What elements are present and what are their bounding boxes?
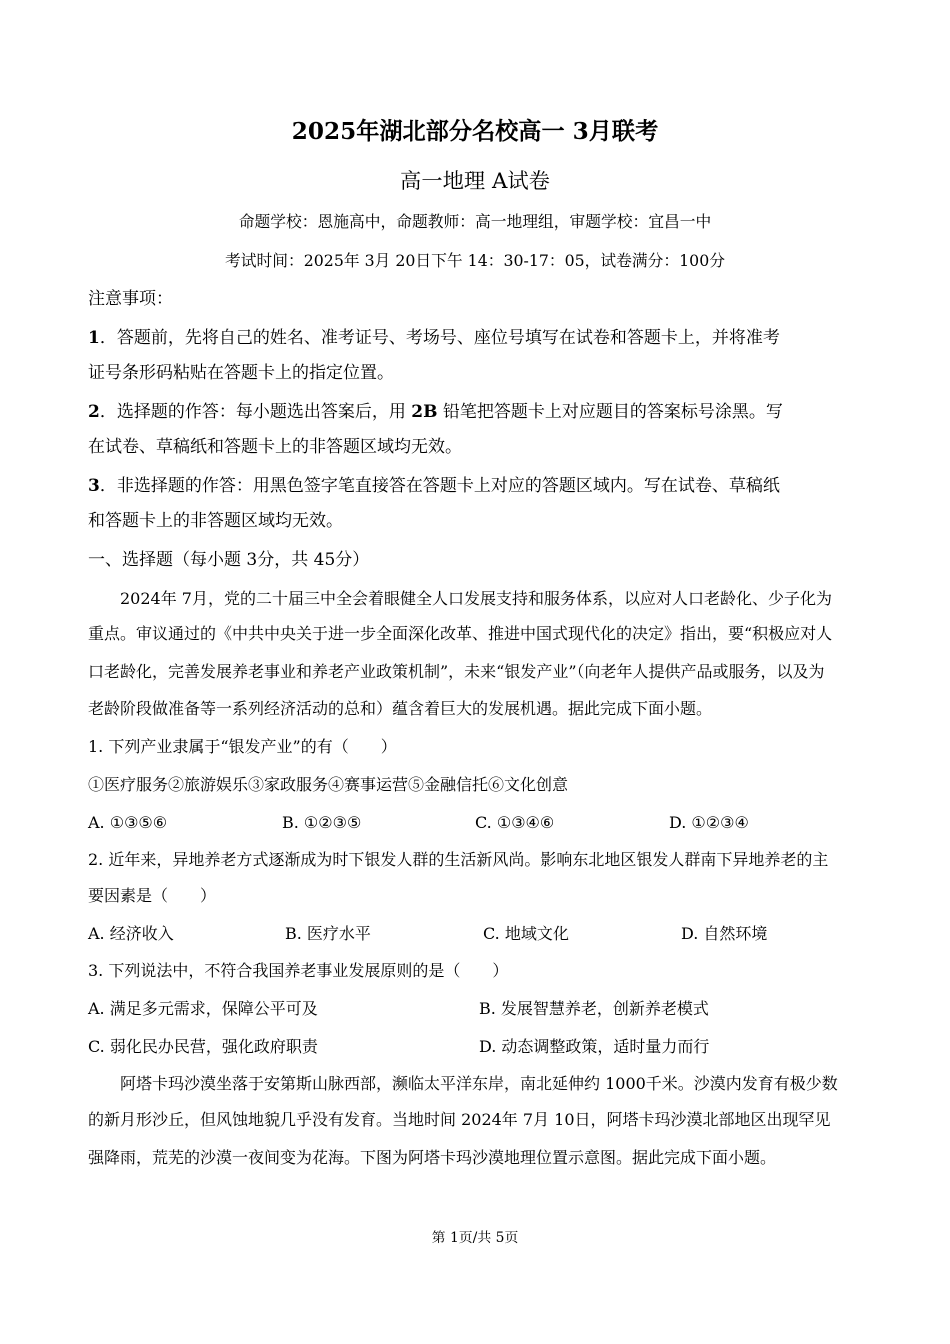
notice-item-2-number: 2: [88, 402, 100, 422]
notice-item-2-text-a: ．选择题的作答：每小题选出答案后，用: [99, 402, 412, 422]
notice-item-1-text: ．答题前，先将自己的姓名、准考证号、考场号、座位号填写在试卷和答题卡上，并将准考: [99, 328, 780, 348]
question-2-option-c: C. 地域文化: [483, 924, 569, 943]
question-3-option-b: B. 发展智慧养老，创新养老模式: [479, 999, 709, 1018]
notice-item-3-cont: 和答题卡上的非答题区域均无效。: [88, 511, 343, 531]
question-2-stem-line-1: 2. 近年来，异地养老方式逐渐成为时下银发人群的生活新风尚。影响东北地区银发人群南下异地养老的主: [88, 850, 829, 869]
question-1-option-c: C. ①③④⑥: [475, 813, 555, 832]
question-3-option-d: D. 动态调整政策，适时量力而行: [479, 1037, 710, 1056]
question-1-option-a: A. ①③⑤⑥: [88, 813, 168, 832]
question-1-stem: 1. 下列产业隶属于“银发产业”的有（ ）: [88, 737, 397, 756]
notice-item-3-text: ．非选择题的作答：用黑色签字笔直接答在答题卡上对应的答题区域内。写在试卷、草稿纸: [99, 476, 780, 496]
question-1-option-b: B. ①②③⑤: [282, 813, 362, 832]
exam-title: 2025年湖北部分名校高一 3月联考: [291, 118, 659, 145]
question-2-option-b: B. 医疗水平: [285, 924, 371, 943]
section-heading: 一、选择题（每小题 3分，共 45分）: [88, 550, 370, 570]
question-3-stem: 3. 下列说法中，不符合我国养老事业发展原则的是（ ）: [88, 961, 509, 980]
notice-item-1-number: 1: [88, 328, 100, 348]
question-3-option-a: A. 满足多元需求，保障公平可及: [88, 999, 318, 1018]
exam-subtitle: 高一地理 A试卷: [400, 169, 550, 194]
notice-item-2-cont: 在试卷、草稿纸和答题卡上的非答题区域均无效。: [88, 437, 462, 457]
passage-2-line-3: 强降雨，荒芜的沙漠一夜间变为花海。下图为阿塔卡玛沙漠地理位置示意图。据此完成下面小题。: [88, 1148, 777, 1167]
notice-item-1-cont: 证号条形码粘贴在答题卡上的指定位置。: [88, 363, 394, 383]
passage-2-line-2: 的新月形沙丘，但风蚀地貌几乎没有发育。当地时间 2024年 7月 10日，阿塔卡玛沙漠北部地区出现罕见: [88, 1110, 831, 1129]
notice-item-2-text-b: 铅笔把答题卡上对应题目的答案标号涂黑。写: [437, 402, 783, 422]
notice-item-3: [88, 474, 780, 498]
passage-1-line-1: 2024年 7月，党的二十届三中全会着眼健全人口发展支持和服务体系，以应对人口老龄化、少子化为: [120, 589, 832, 608]
notice-item-1: [88, 326, 780, 350]
question-1-items: ①医疗服务②旅游娱乐③家政服务④赛事运营⑤金融信托⑥文化创意: [88, 775, 569, 794]
exam-time: 考试时间：2025年 3月 20日下午 14：30-17：05，试卷满分：100分: [225, 251, 725, 270]
question-1-option-d: D. ①②③④: [669, 813, 749, 832]
exam-authors: 命题学校：恩施高中，命题教师：高一地理组，审题学校：宜昌一中: [238, 212, 712, 231]
page-footer: 第 1页/共 5页: [431, 1230, 519, 1246]
passage-1-line-3: 口老龄化，完善发展养老事业和养老产业政策机制”，未来“银发产业”（向老年人提供产品或服务，以及为: [88, 662, 825, 681]
notice-heading: 注意事项：: [88, 289, 173, 309]
passage-1-line-4: 老龄阶段做准备等一系列经济活动的总和）蕴含着巨大的发展机遇。据此完成下面小题。: [88, 699, 713, 718]
notice-item-2-pencil: 2B: [411, 402, 438, 422]
notice-item-3-number: 3: [88, 476, 100, 496]
passage-1-line-2: 重点。审议通过的《中共中央关于进一步全面深化改革、推进中国式现代化的决定》指出，要“积极应对人: [88, 624, 833, 643]
question-2-stem-line-2: 要因素是（ ）: [88, 886, 217, 905]
question-2-option-a: A. 经济收入: [88, 924, 174, 943]
question-3-option-c: C. 弱化民办民营，强化政府职责: [88, 1037, 318, 1056]
passage-2-line-1: 阿塔卡玛沙漠坐落于安第斯山脉西部，濒临太平洋东岸，南北延伸约 1000千米。沙漠内发育有极少数: [120, 1074, 838, 1093]
notice-item-2: [88, 400, 783, 424]
question-2-option-d: D. 自然环境: [681, 924, 768, 943]
